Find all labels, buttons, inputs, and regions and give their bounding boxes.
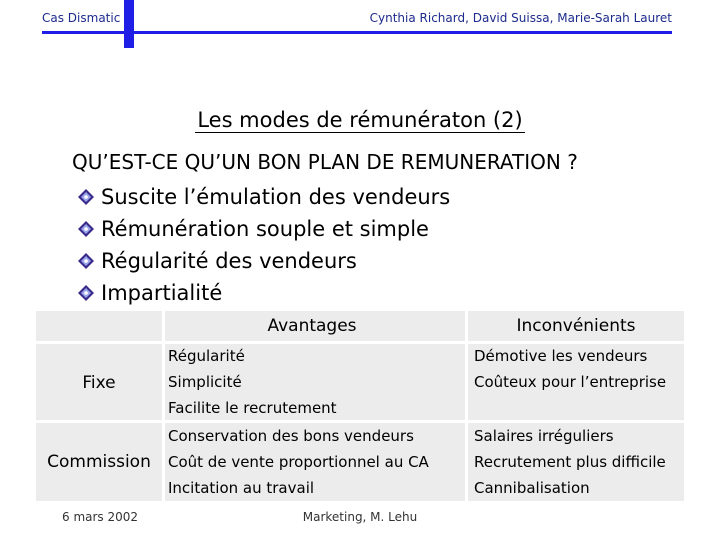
cell-line: Coût de vente proportionnel au CA <box>168 453 429 471</box>
cell-line: Cannibalisation <box>474 479 590 497</box>
row-label-fixe: Fixe <box>82 373 116 393</box>
bullet-text: Rémunération souple et simple <box>101 217 429 241</box>
bullet-text: Suscite l’émulation des vendeurs <box>101 185 451 209</box>
cell-line: Salaires irréguliers <box>474 427 614 445</box>
diamond-bullet-icon <box>78 285 94 301</box>
cell-line: Régularité <box>168 347 245 365</box>
footer-date: 6 mars 2002 <box>62 510 139 524</box>
table-cell-avantages <box>168 423 456 501</box>
bullet-item <box>78 181 450 213</box>
cell-line: Coûteux pour l’entreprise <box>474 373 667 391</box>
table-cell-inconvenients <box>474 423 684 501</box>
slide-title <box>0 108 720 132</box>
table-header-avantages: Avantages <box>267 316 357 336</box>
cell-line: Conservation des bons vendeurs <box>168 427 414 445</box>
row-label-commission: Commission <box>47 452 151 472</box>
table-header-inconvenients: Inconvénients <box>516 316 636 336</box>
bullet-item <box>78 213 450 245</box>
bullet-text: Impartialité <box>101 281 223 305</box>
header-authors: Cynthia Richard, David Suissa, Marie-Sarah Lauret <box>369 11 672 25</box>
cell-line: Recrutement plus difficile <box>474 453 666 471</box>
footer-course: Marketing, M. Lehu <box>302 510 418 524</box>
diamond-bullet-icon <box>78 189 94 205</box>
diamond-bullet-icon <box>78 221 94 237</box>
cell-line: Démotive les vendeurs <box>474 347 648 365</box>
table-cell-avantages <box>168 343 456 421</box>
bullet-list <box>78 181 450 309</box>
header-vertical-bar <box>124 0 134 48</box>
diamond-bullet-icon <box>78 253 94 269</box>
bullet-text: Régularité des vendeurs <box>101 249 357 273</box>
slide-title-text: Les modes de rémunératon (2) <box>197 108 523 132</box>
comparison-table <box>36 311 684 501</box>
bullet-item <box>78 277 450 309</box>
bullet-item <box>78 245 450 277</box>
cell-line: Simplicité <box>168 373 242 391</box>
table-column-divider <box>465 311 468 501</box>
header-horizontal-rule <box>42 31 672 34</box>
cell-line: Incitation au travail <box>168 479 315 497</box>
question-text: QU’EST-CE QU’UN BON PLAN DE REMUNERATION ? <box>72 150 578 174</box>
table-column-divider <box>162 311 165 501</box>
header-left-text: Cas Dismatic <box>42 11 121 25</box>
cell-line: Facilite le recrutement <box>168 399 337 417</box>
table-cell-inconvenients <box>474 343 684 395</box>
